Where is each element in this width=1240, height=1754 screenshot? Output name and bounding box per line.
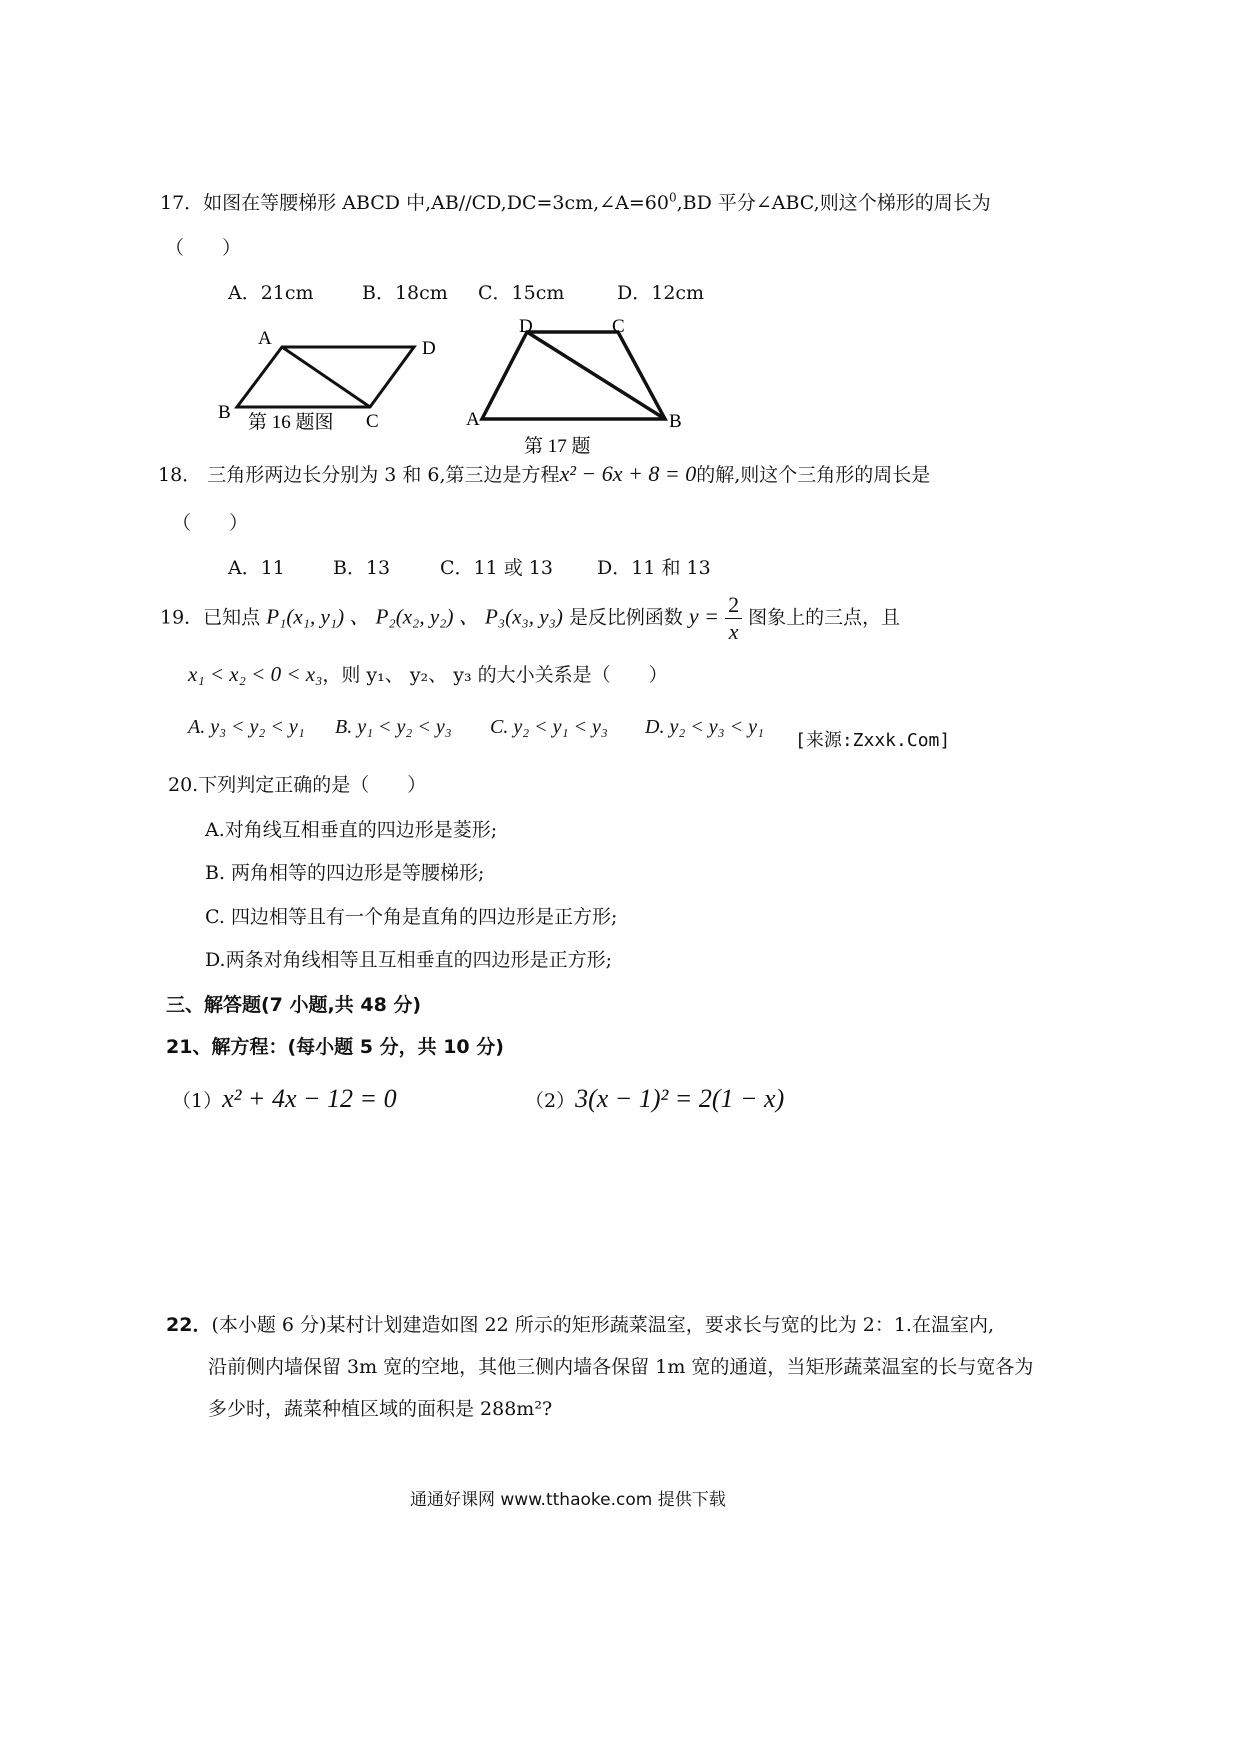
q18-stem: 18． 三角形两边长分别为 3 和 6,第三边是方程x² − 6x + 8 = 0的解,则这个三角形的周长是 — [158, 461, 931, 486]
q20-option-d: D.两条对角线相等且互相垂直的四边形是正方形; — [205, 949, 612, 971]
q19-option-b: B. y₁ < y₂ < y₃ — [335, 716, 452, 738]
q18-option-c: C．11 或 13 — [440, 557, 553, 579]
q20-stem: 20.下列判定正确的是（ ） — [168, 774, 427, 796]
fig17-label-d: D — [519, 316, 533, 337]
fig17-diagonal-bd — [527, 332, 665, 419]
q17-option-c: C．15cm — [478, 282, 565, 304]
q21-title: 21、解方程：(每小题 5 分，共 10 分) — [166, 1036, 504, 1058]
q21-part2: （2）3(x − 1)² = 2(1 − x) — [525, 1084, 785, 1113]
q17-option-b: B．18cm — [362, 282, 448, 304]
fig16-label-b: B — [218, 402, 231, 423]
q17-answer-paren: （ ） — [165, 237, 242, 259]
q19-option-c: C. y₂ < y₁ < y₃ — [490, 716, 608, 738]
fig16-label-a: A — [258, 328, 272, 349]
q19-condition: x₁ < x₂ < 0 < x₃，则 y₁、 y₂、 y₃ 的大小关系是（ ） — [188, 662, 668, 686]
fig17-caption: 第 17 题 — [524, 436, 591, 457]
q20-option-c: C. 四边相等且有一个角是直角的四边形是正方形; — [205, 906, 618, 928]
q18-option-b: B．13 — [333, 557, 391, 579]
figure-16 — [218, 328, 436, 433]
q19-option-d: D. y₂ < y₃ < y₁ — [645, 716, 764, 738]
q19-option-a: A. y₃ < y₂ < y₁ — [188, 716, 305, 738]
fig16-caption: 第 16 题图 — [248, 412, 334, 433]
fig17-label-c: C — [612, 316, 625, 337]
page-footer: 通通好课网 www.tthaoke.com 提供下载 — [410, 1490, 726, 1510]
q22-line2: 沿前侧内墙保留 3m 宽的空地，其他三侧内墙各保留 1m 宽的通道，当矩形蔬菜温室的长与宽各为 — [208, 1356, 1034, 1378]
q18-option-a: A．11 — [228, 557, 285, 579]
q22-line1: 22．(本小题 6 分)某村计划建造如图 22 所示的矩形蔬菜温室，要求长与宽的比为 2：1.在温室内, — [166, 1314, 994, 1336]
q17-option-d: D．12cm — [617, 282, 705, 304]
fig17-label-b: B — [669, 411, 682, 432]
q20-option-b: B. 两角相等的四边形是等腰梯形; — [205, 862, 485, 884]
q19-fraction: $\frac{2}{x}$ — [725, 594, 742, 643]
fig16-diagonal-ac — [282, 347, 370, 407]
fig16-label-d: D — [422, 338, 436, 359]
q17-option-a: A．21cm — [228, 282, 314, 304]
q19-stem: 19．已知点 P₁(x₁, y₁) 、 P₂(x₂, y₂) 、 P₃(x₃, y₃) 是反比例函数 y = $\frac{2}{x}$ 图象上的三点，且 — [160, 592, 901, 644]
section-3-heading: 三、解答题(7 小题,共 48 分) — [166, 994, 422, 1016]
fig16-label-c: C — [366, 411, 379, 432]
figures — [0, 310, 1240, 460]
q19-source-note: [来源:Zxxk.Com] — [795, 730, 951, 751]
figure-17 — [466, 316, 682, 457]
q20-option-a: A.对角线互相垂直的四边形是菱形; — [205, 819, 498, 841]
q21-part1: （1）x² + 4x − 12 = 0 — [172, 1084, 397, 1113]
q17-stem: 17．如图在等腰梯形 ABCD 中$,AB//CD,DC=3cm,\angle A=60^0,BD$ 平分∠ABC,则这个梯形的周长为 — [160, 190, 991, 214]
fig17-trapezoid — [482, 332, 665, 419]
q18-option-d: D．11 和 13 — [597, 557, 711, 579]
fig17-label-a: A — [466, 409, 480, 430]
q18-answer-paren: （ ） — [172, 512, 249, 534]
q22-line3: 多少时，蔬菜种植区域的面积是 288m²? — [208, 1398, 553, 1420]
